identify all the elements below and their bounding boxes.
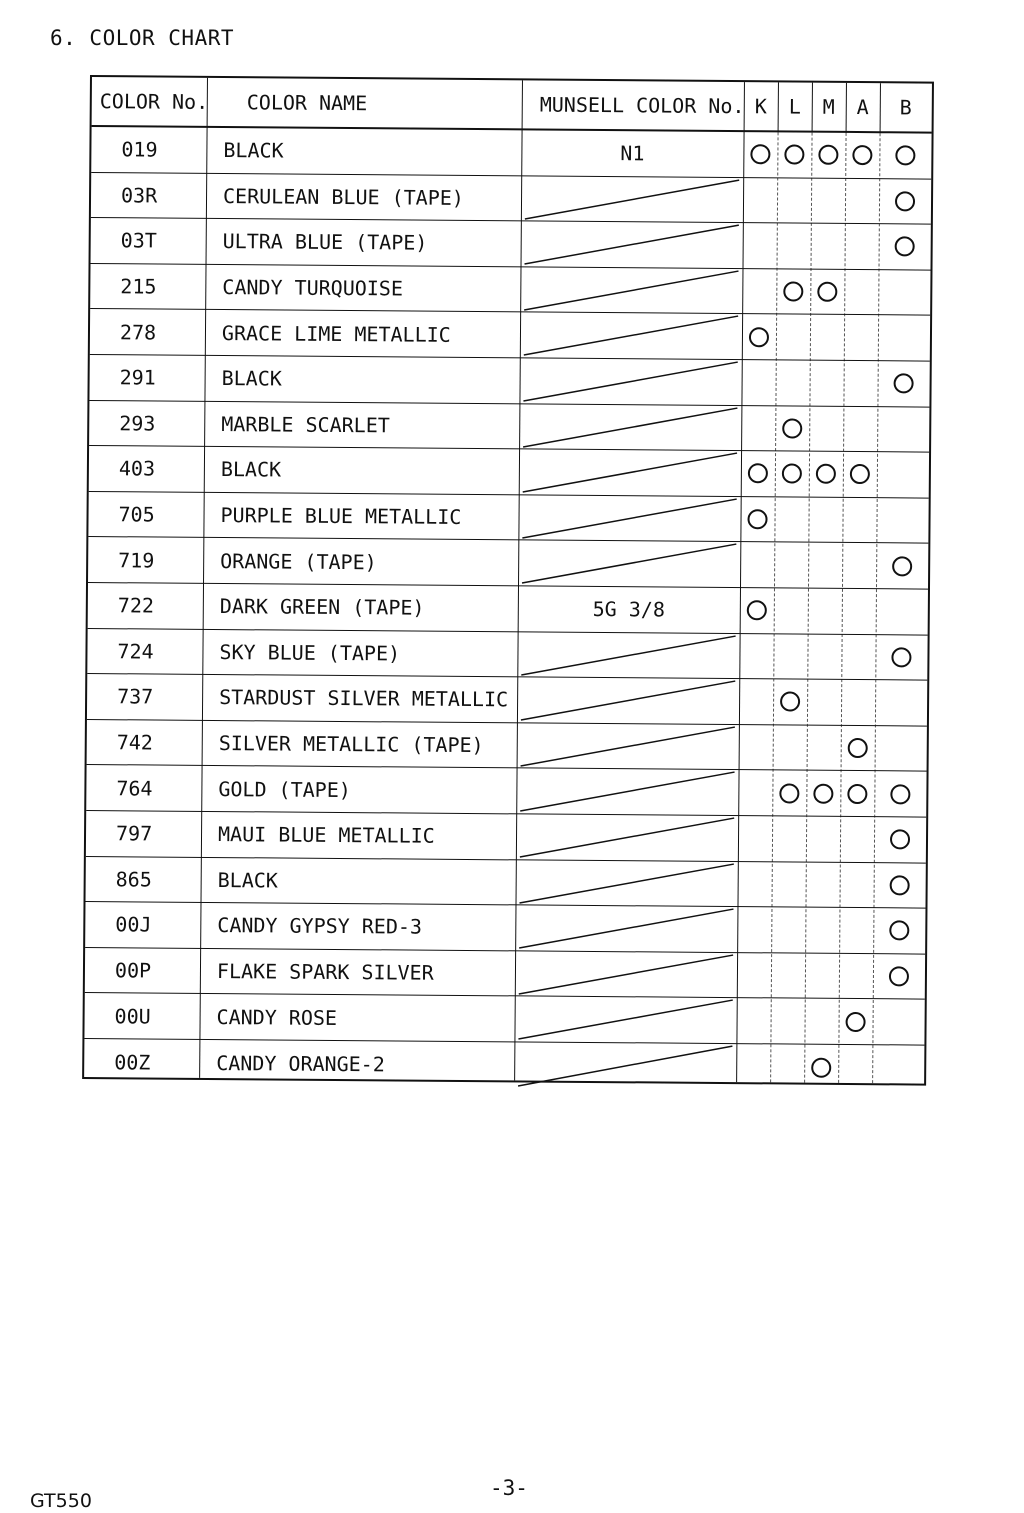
applicable-circle-a — [843, 452, 877, 497]
table-row — [90, 264, 930, 316]
not-applicable-slash — [514, 997, 736, 1043]
header-l: L — [778, 82, 812, 132]
not-applicable-slash — [518, 541, 740, 587]
not-applicable-slash — [516, 769, 738, 815]
applicable-circle-m — [806, 771, 840, 816]
color-number: 797 — [115, 821, 153, 846]
table-row — [90, 309, 930, 361]
table-row — [87, 629, 927, 681]
table-row — [85, 902, 925, 954]
not-applicable-slash — [515, 951, 737, 997]
not-applicable-slash — [521, 176, 743, 222]
munsell-color-number: 5G 3/8 — [592, 597, 666, 622]
circle-mark-icon — [891, 647, 911, 667]
table-row — [87, 674, 927, 726]
circle-mark-icon — [848, 738, 868, 758]
section-title: 6. COLOR CHART — [50, 26, 235, 50]
table-row — [88, 492, 928, 544]
not-applicable-slash — [515, 860, 737, 906]
applicable-circle-k — [743, 132, 777, 177]
circle-mark-icon — [782, 464, 802, 484]
color-name: SKY BLUE (TAPE) — [219, 639, 401, 666]
circle-mark-icon — [750, 144, 770, 164]
header-a: A — [846, 83, 880, 133]
applicable-circle-b — [882, 954, 916, 999]
color-name: CANDY GYPSY RED-3 — [217, 913, 423, 940]
applicable-circle-a — [845, 133, 879, 178]
header-munsell: MUNSELL COLOR No. — [522, 80, 744, 132]
table-row — [91, 173, 931, 225]
color-name: GRACE LIME METALLIC — [221, 320, 451, 347]
applicable-circle-k — [741, 451, 775, 496]
color-number: 403 — [118, 456, 156, 482]
color-number: 705 — [118, 502, 155, 527]
not-applicable-slash — [520, 267, 742, 313]
circle-mark-icon — [780, 692, 800, 712]
color-name: CANDY TURQUOISE — [222, 275, 404, 301]
color-number: 00J — [115, 912, 152, 937]
color-name: ULTRA BLUE (TAPE) — [222, 229, 428, 256]
color-number: 00U — [114, 1003, 151, 1029]
header-k: K — [744, 82, 778, 132]
circle-mark-icon — [894, 374, 914, 394]
color-number: 291 — [119, 365, 156, 390]
circle-mark-icon — [818, 145, 838, 165]
applicable-circle-b — [882, 863, 916, 908]
circle-mark-icon — [816, 464, 836, 484]
circle-mark-icon — [749, 327, 769, 347]
circle-mark-icon — [889, 921, 909, 941]
applicable-circle-l — [773, 680, 807, 725]
applicable-circle-b — [882, 908, 916, 953]
table-row — [84, 993, 924, 1045]
applicable-circle-l — [775, 452, 809, 497]
table-row — [89, 401, 929, 453]
circle-mark-icon — [852, 145, 872, 165]
not-applicable-slash — [519, 404, 741, 450]
applicable-circle-m — [810, 269, 844, 314]
color-name: DARK GREEN (TAPE) — [219, 594, 425, 620]
not-applicable-slash — [517, 632, 739, 678]
color-number: 865 — [115, 867, 152, 892]
circle-mark-icon — [846, 1012, 866, 1032]
applicable-circle-l — [776, 269, 810, 314]
color-number: 737 — [117, 684, 154, 709]
color-name: MARBLE SCARLET — [221, 411, 390, 438]
applicable-circle-a — [841, 726, 875, 771]
circle-mark-icon — [890, 784, 910, 804]
not-applicable-slash — [519, 450, 741, 496]
header-color-name: COLOR NAME — [207, 78, 522, 130]
color-name: FLAKE SPARK SILVER — [216, 959, 434, 985]
not-applicable-slash — [517, 723, 739, 769]
table-row — [86, 765, 926, 817]
color-number: 03R — [120, 183, 158, 208]
table-row — [89, 446, 929, 498]
table-row — [88, 583, 928, 635]
circle-mark-icon — [747, 600, 767, 620]
munsell-color-number: N1 — [620, 141, 645, 166]
circle-mark-icon — [747, 509, 767, 529]
applicable-circle-b — [888, 224, 922, 269]
applicable-circle-a — [840, 771, 874, 816]
circle-mark-icon — [850, 464, 870, 484]
color-name: BLACK — [217, 867, 278, 893]
color-name: PURPLE BLUE METALLIC — [220, 503, 462, 530]
applicable-circle-k — [740, 497, 774, 542]
circle-mark-icon — [847, 784, 867, 804]
color-name: CANDY ROSE — [216, 1004, 338, 1030]
applicable-circle-b — [883, 772, 917, 817]
model-code: GT550 — [30, 1490, 92, 1512]
applicable-circle-m — [804, 1045, 838, 1091]
color-number: 719 — [118, 547, 155, 573]
color-number: 764 — [116, 775, 153, 801]
not-applicable-slash — [519, 358, 741, 404]
color-name: BLACK — [223, 138, 284, 163]
circle-mark-icon — [779, 783, 799, 803]
applicable-circle-b — [886, 361, 920, 406]
circle-mark-icon — [783, 282, 803, 302]
applicable-circle-m — [811, 133, 845, 178]
color-name: CANDY ORANGE-2 — [216, 1050, 385, 1077]
table-row — [85, 948, 925, 1000]
table-row — [86, 811, 926, 863]
applicable-circle-b — [888, 179, 922, 224]
color-name: SILVER METALLIC (TAPE) — [218, 731, 484, 758]
table-row — [86, 857, 926, 909]
circle-mark-icon — [890, 830, 910, 850]
circle-mark-icon — [890, 875, 910, 895]
table-row — [91, 127, 931, 179]
color-number: 724 — [117, 639, 154, 664]
color-name: GOLD (TAPE) — [218, 776, 351, 802]
color-number: 742 — [116, 730, 153, 755]
circle-mark-icon — [782, 418, 802, 438]
circle-mark-icon — [895, 146, 915, 166]
page-number: -3- — [490, 1476, 528, 1500]
color-number: 019 — [121, 137, 158, 162]
applicable-circle-b — [884, 635, 918, 680]
circle-mark-icon — [817, 282, 837, 302]
applicable-circle-b — [885, 544, 919, 589]
color-chart-table — [82, 75, 934, 1086]
color-name: STARDUST SILVER METALLIC — [219, 685, 509, 712]
applicable-circle-m — [809, 452, 843, 497]
circle-mark-icon — [811, 1057, 831, 1077]
table-row — [88, 537, 928, 589]
not-applicable-slash — [518, 495, 740, 541]
table-row — [91, 218, 931, 270]
circle-mark-icon — [784, 145, 804, 165]
circle-mark-icon — [813, 783, 833, 803]
circle-mark-icon — [895, 237, 915, 257]
header-b: B — [880, 83, 932, 133]
applicable-circle-b — [883, 817, 917, 862]
table-row — [89, 355, 929, 407]
applicable-circle-l — [777, 132, 811, 177]
circle-mark-icon — [895, 191, 915, 211]
applicable-circle-k — [742, 315, 776, 360]
color-number: 03T — [120, 228, 157, 254]
circle-mark-icon — [892, 556, 912, 576]
not-applicable-slash — [516, 814, 738, 860]
applicable-circle-a — [838, 999, 872, 1044]
color-name: BLACK — [221, 366, 282, 391]
not-applicable-slash — [520, 313, 742, 359]
color-name: CERULEAN BLUE (TAPE) — [222, 183, 464, 210]
circle-mark-icon — [889, 966, 909, 986]
applicable-circle-l — [775, 406, 809, 451]
color-number: 00Z — [114, 1050, 151, 1075]
applicable-circle-l — [772, 771, 806, 816]
color-name: BLACK — [220, 457, 282, 482]
color-number: 00P — [114, 958, 152, 983]
table-row — [87, 720, 927, 772]
color-number: 215 — [120, 274, 157, 299]
not-applicable-slash — [515, 906, 737, 952]
not-applicable-slash — [517, 678, 739, 724]
color-number: 278 — [119, 319, 157, 345]
circle-mark-icon — [748, 464, 768, 484]
header-m: M — [812, 83, 846, 133]
applicable-circle-k — [740, 588, 774, 633]
header-color-no: COLOR No. — [92, 77, 207, 128]
color-name: ORANGE (TAPE) — [220, 548, 377, 574]
not-applicable-slash — [514, 1042, 736, 1089]
table-row — [84, 1039, 924, 1091]
not-applicable-slash — [521, 222, 743, 268]
applicable-circle-b — [888, 133, 922, 178]
color-number: 293 — [119, 411, 156, 436]
color-name: MAUI BLUE METALLIC — [217, 822, 435, 849]
color-number: 722 — [117, 593, 155, 618]
